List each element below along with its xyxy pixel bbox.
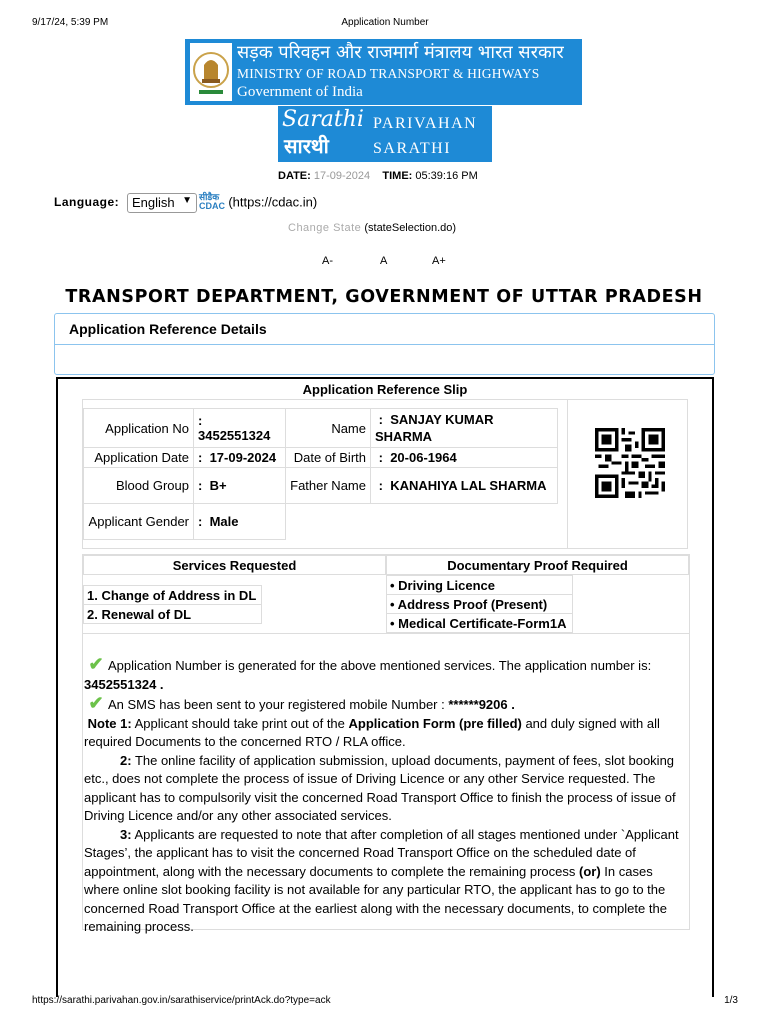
app-date-value: : 17-09-2024: [194, 448, 286, 468]
divider: [83, 633, 689, 634]
note-2: 2: The online facility of application submission, upload documents, payment of fees, slot booking etc., does not complete the process of issue of Driving Licence or any other Service requested. The applicant has to compulsorily visit the concerned Road Transport Office to finish the process of issue of Driving Licence and/or any other associated services.: [84, 752, 676, 823]
cdac-link[interactable]: [199, 193, 317, 211]
cdac-logo-icon: सीडैक CDAC: [199, 192, 225, 211]
proof-list: [386, 575, 573, 633]
national-emblem-icon: [190, 43, 232, 101]
font-large-button[interactable]: A+: [432, 255, 446, 267]
applicant-details: [82, 399, 688, 549]
gender-value: : Male: [194, 504, 286, 540]
name-value: : SANJAY KUMAR SHARMA: [371, 409, 558, 448]
reference-details-panel: [54, 313, 715, 375]
list-item: • Medical Certificate-Form1A: [387, 614, 573, 633]
page-number: 1/3: [724, 995, 738, 1006]
chevron-down-icon: ▼: [182, 195, 192, 206]
proof-header: Documentary Proof Required: [386, 555, 689, 575]
change-state-url[interactable]: (stateSelection.do): [364, 222, 457, 234]
divider: [567, 400, 568, 548]
dob-label: Date of Birth: [286, 448, 371, 468]
message-sms: ✔ An SMS has been sent to your registered mobile Number : ******9206 .: [84, 694, 688, 715]
check-icon: ✔: [88, 693, 104, 713]
app-no-value: : 3452551324: [194, 409, 286, 448]
app-date-label: Application Date: [84, 448, 194, 468]
reference-slip: [56, 377, 714, 997]
note-3: 3: Applicants are requested to note that after completion of all stages mentioned under `Applicant Stages’, the applicant has to visit the concerned Road Transport Office on the scheduled date of appointment, along with the necessary documents to complete the remaining process (or) In cases where online slot booking facility is not available for any particular RTO, the applicant has to go to the concerned Road Transport Office at the earliest along with the necessary documents, to complete the remaining process.: [84, 826, 679, 934]
date-time: [278, 170, 478, 182]
check-icon: ✔: [88, 654, 104, 674]
blood-value: : B+: [194, 468, 286, 504]
time-value: 05:39:16 PM: [415, 170, 478, 182]
font-small-button[interactable]: A-: [322, 255, 333, 267]
message-app-number: ✔ Application Number is generated for the above mentioned services. The application number is: 3452551324 .: [84, 654, 652, 692]
date-value: 17-09-2024: [313, 170, 371, 182]
change-state-link[interactable]: [288, 222, 456, 234]
language-selected: English: [132, 195, 175, 210]
list-item: 1. Change of Address in DL: [84, 586, 262, 605]
father-value: : KANAHIYA LAL SHARMA: [371, 468, 558, 504]
table-row: [84, 504, 558, 540]
table-row: [84, 409, 558, 448]
font-normal-button[interactable]: A: [380, 255, 388, 267]
applicant-details-table: [83, 408, 558, 540]
name-label: Name: [286, 409, 371, 448]
table-row: [84, 468, 558, 504]
messages: [83, 655, 689, 937]
services-list: [83, 585, 262, 624]
gender-label: Applicant Gender: [84, 504, 194, 540]
app-no-label: Application No: [84, 409, 194, 448]
blood-label: Blood Group: [84, 468, 194, 504]
print-title: Application Number: [341, 17, 429, 28]
qr-code-icon: [595, 428, 665, 498]
time-label: TIME:: [382, 170, 413, 182]
note-1: Note 1: Applicant should take print out of the Application Form (pre filled) and duly signed with all required Documents to the concerned RTO / RLA office.: [84, 715, 660, 749]
dob-value: : 20-06-1964: [371, 448, 558, 468]
sarathi-logo[interactable]: [278, 106, 492, 162]
language-label: Language:: [54, 195, 120, 209]
language-select[interactable]: [127, 193, 197, 213]
print-timestamp: 9/17/24, 5:39 PM: [32, 17, 109, 28]
department-title: TRANSPORT DEPARTMENT, GOVERNMENT OF UTTAR PRADESH: [65, 287, 703, 307]
date-label: DATE:: [278, 170, 311, 182]
ministry-hindi: सड़क परिवहन और राजमार्ग मंत्रालय भारत सरकार: [237, 42, 564, 63]
services-section: [82, 554, 690, 934]
ministry-english: MINISTRY OF ROAD TRANSPORT & HIGHWAYS: [237, 66, 540, 81]
government-of-india: Government of India: [237, 84, 363, 100]
list-item: 2. Renewal of DL: [84, 605, 262, 624]
sarathi-en: Sarathi: [282, 107, 364, 132]
sarathi-hi: सारथी: [284, 134, 329, 158]
table-row: [84, 448, 558, 468]
panel-title: Application Reference Details: [55, 314, 714, 345]
ministry-banner: [185, 39, 582, 105]
father-label: Father Name: [286, 468, 371, 504]
cdac-url[interactable]: (https://cdac.in): [228, 194, 318, 210]
sarathi-line1: PARIVAHAN: [373, 115, 478, 132]
slip-title: Application Reference Slip: [302, 382, 468, 397]
sarathi-line2: SARATHI: [373, 140, 452, 157]
change-state-label[interactable]: Change State: [288, 222, 362, 234]
services-header: Services Requested: [83, 555, 386, 575]
list-item: • Driving Licence: [387, 576, 573, 595]
list-item: • Address Proof (Present): [387, 595, 573, 614]
print-url: https://sarathi.parivahan.gov.in/sarathiservice/printAck.do?type=ack: [32, 995, 331, 1006]
